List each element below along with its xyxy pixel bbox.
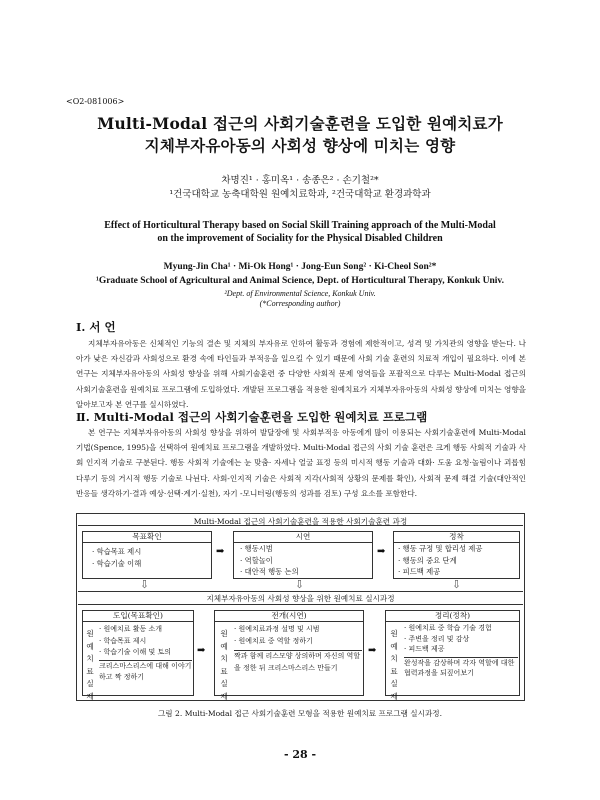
- english-title-line2: on the improvement of Sociality for the Physical Disabled Children: [157, 233, 443, 244]
- bottom-intro-label: 도입(목표확인): [82, 610, 194, 622]
- bottom-demo-vertical-label: 원예치료실제: [220, 629, 228, 701]
- stage-demo-list: [240, 543, 299, 578]
- arrow-right-icon: ➡: [377, 546, 386, 557]
- stage-intro-list: [92, 546, 141, 570]
- bottom-intro-item: · 학습기술 이해 및 토의: [99, 648, 171, 656]
- arrow-down-icon: ⇩: [452, 578, 462, 591]
- bottom-demo-item: · 원예치료 중 역할 정하기: [234, 636, 313, 645]
- bottom-intro-item: · 학습목표 제시: [99, 636, 147, 645]
- affiliation-korean: ¹건국대학교 농축대학원 원예치료학과, ²건국대학교 환경과학과: [169, 189, 431, 200]
- bottom-intro-item: 크리스마스리스에 대해 이야기하고 짝 정하기: [99, 660, 192, 684]
- bottom-settle-vertical-label: 원예치료실제: [390, 629, 398, 701]
- stage-settle-item: · 행동의 중요 단계: [398, 555, 482, 567]
- affiliation-english: ¹Graduate School of Agricultural and Animal Science, Dept. of Horticultural Therapy, Konkuk Univ.: [95, 276, 505, 286]
- bottom-demo-item: 짝과 함께 리스모양 상의하며 자신의 역할을 정한 뒤 크리스마스리스 만들기: [234, 650, 362, 674]
- bottom-intro-vertical-label: 원예치료실제: [86, 629, 94, 701]
- bottom-demo-item: · 원예치료과정 설명 및 시범: [234, 625, 320, 633]
- intro-paragraph: 지체부자유아동은 신체적인 기능의 결손 및 지체의 부자유로 인하여 활동과 경험에 제한적이고, 성격 및 가치관의 영향을 받는다. 나아가 낮은 자신감과 사회성으로 환경 속에 타인들과 부적응을 일으킬 수 있기 때문에 사회 기술 훈련의 치료적 개입이 필요하다. 이에 본 연구는 지체부자유아동의 사회성 향상을 위해 사회기술훈련 중 다양한 사회적 문제 영역들을 포괄적으로 다루는 Multi-Modal 접근의 사회기술훈련을 원예치료 프로그램에 도입하였다. 개발된 프로그램을 적용한 원예치료가 지체부자유아동의 사회성 향상에 미치는 영향을 알아보고자 본 연구를 실시하였다.: [76, 339, 526, 409]
- arrow-right-icon: ➡: [197, 645, 206, 656]
- bottom-demo-list: [234, 624, 362, 674]
- bottom-demo-label: 전개(시연): [214, 610, 364, 622]
- bottom-intro-item: · 원예치료 활동 소개: [99, 625, 162, 633]
- figure-bottom-title: 지체부자유아동의 사회성 향상을 위한 원예치료 실시과정: [206, 594, 395, 603]
- stage-settle-label: 정착: [393, 531, 520, 543]
- stage-intro-item: · 학습기술 이해: [92, 558, 141, 570]
- bottom-settle-item: · 피드백 제공: [404, 645, 445, 653]
- bottom-settle-list: [404, 623, 518, 679]
- stage-settle-item: · 행동 규정 및 합리성 제공: [398, 543, 482, 555]
- arrow-down-icon: ⇩: [295, 578, 305, 591]
- bottom-settle-item: · 주변을 정리 및 감상: [404, 634, 470, 643]
- paper-title-line1: Multi-Modal 접근의 사회기술훈련을 도입한 원예치료가: [97, 114, 503, 133]
- figure-top-title: Multi-Modal 접근의 사회기술훈련을 적용한 사회기술훈련 과정: [193, 517, 408, 526]
- bottom-intro-list: [99, 624, 192, 684]
- stage-demo-item: · 대안적 행동 논의: [240, 566, 299, 578]
- stage-demo-item: · 역할놀이: [240, 555, 299, 567]
- bottom-settle-label: 정리(정착): [385, 610, 520, 622]
- stage-settle-list: [398, 543, 482, 578]
- paper-title-line2: 지체부자유아동의 사회성 향상에 미치는 영향: [144, 136, 456, 155]
- bottom-settle-item: 완성작을 감상하며 각자 역할에 대한 협력과정을 되짚어보기: [404, 657, 518, 679]
- arrow-down-icon: ⇩: [140, 578, 150, 591]
- intro-heading: Ⅰ. 서 언: [76, 320, 116, 334]
- english-title-line1: Effect of Horticultural Therapy based on Social Skill Training approach of the Multi-Modal: [104, 220, 496, 231]
- bottom-settle-item: · 원예치료 중 학습 기술 경험: [404, 624, 492, 632]
- corresponding-author-note: (*Corresponding author): [259, 299, 341, 308]
- method-paragraph: 본 연구는 지체부자유아동의 사회성 향상을 위하여 발달장애 및 사회부적응 아동에게 많이 이용되는 사회기술훈련에 Multi-Modal 기법(Spence, 1995)을 선택하여 원예치료 프로그램을 개발하였다. Multi-Modal 접근의 사회 기술 훈련은 크게 행동 사회적 기술과 사회 인지적 기술로 구분된다. 행동 사회적 기술에는 눈 맞춤· 자세나 얼굴 표정 등의 미시적 행동 기술과 대화· 도움 요청·놀림이나 괴롭힘 다루기 등의 거시적 행동 기술로 나뉜다. 사회-인지적 기술은 사회적 지각(사회적 상황의 문제를 확인), 사회적 문제 해결 기술(대안적인 반응들 생각하기·결과 예상·선택·계기·실천), 자기 -모니터링(행동의 성과를 검토) 구성 요소를 포함한다.: [76, 428, 526, 498]
- arrow-right-icon: ➡: [368, 645, 377, 656]
- department-english: ²Dept. of Environmental Science, Konkuk Univ.: [224, 289, 376, 298]
- stage-demo-label: 시연: [233, 531, 373, 543]
- stage-demo-item: · 행동시범: [240, 543, 299, 555]
- stage-intro-item: · 학습목표 제시: [92, 546, 141, 558]
- figure-caption: 그림 2. Multi-Modal 접근 사회기술훈련 모형을 적용한 원예치료 프로그램 실시과정.: [157, 709, 443, 718]
- page-number: - 28 -: [283, 748, 317, 761]
- stage-settle-item: · 피드백 제공: [398, 566, 482, 578]
- method-heading: Ⅱ. Multi-Modal 접근의 사회기술훈련을 도입한 원예치료 프로그램: [76, 410, 428, 424]
- authors-english: Myung-Jin Cha¹ · Mi-Ok Hong¹ · Jong-Eun Song² · Ki-Cheol Son²*: [163, 262, 437, 272]
- arrow-right-icon: ➡: [216, 546, 225, 557]
- stage-intro-label: 목표확인: [82, 531, 212, 543]
- paper-code: <O2-081006>: [66, 97, 125, 106]
- authors-korean: 차명진¹ · 홍미옥¹ · 송종은² · 손기철²*: [221, 175, 379, 186]
